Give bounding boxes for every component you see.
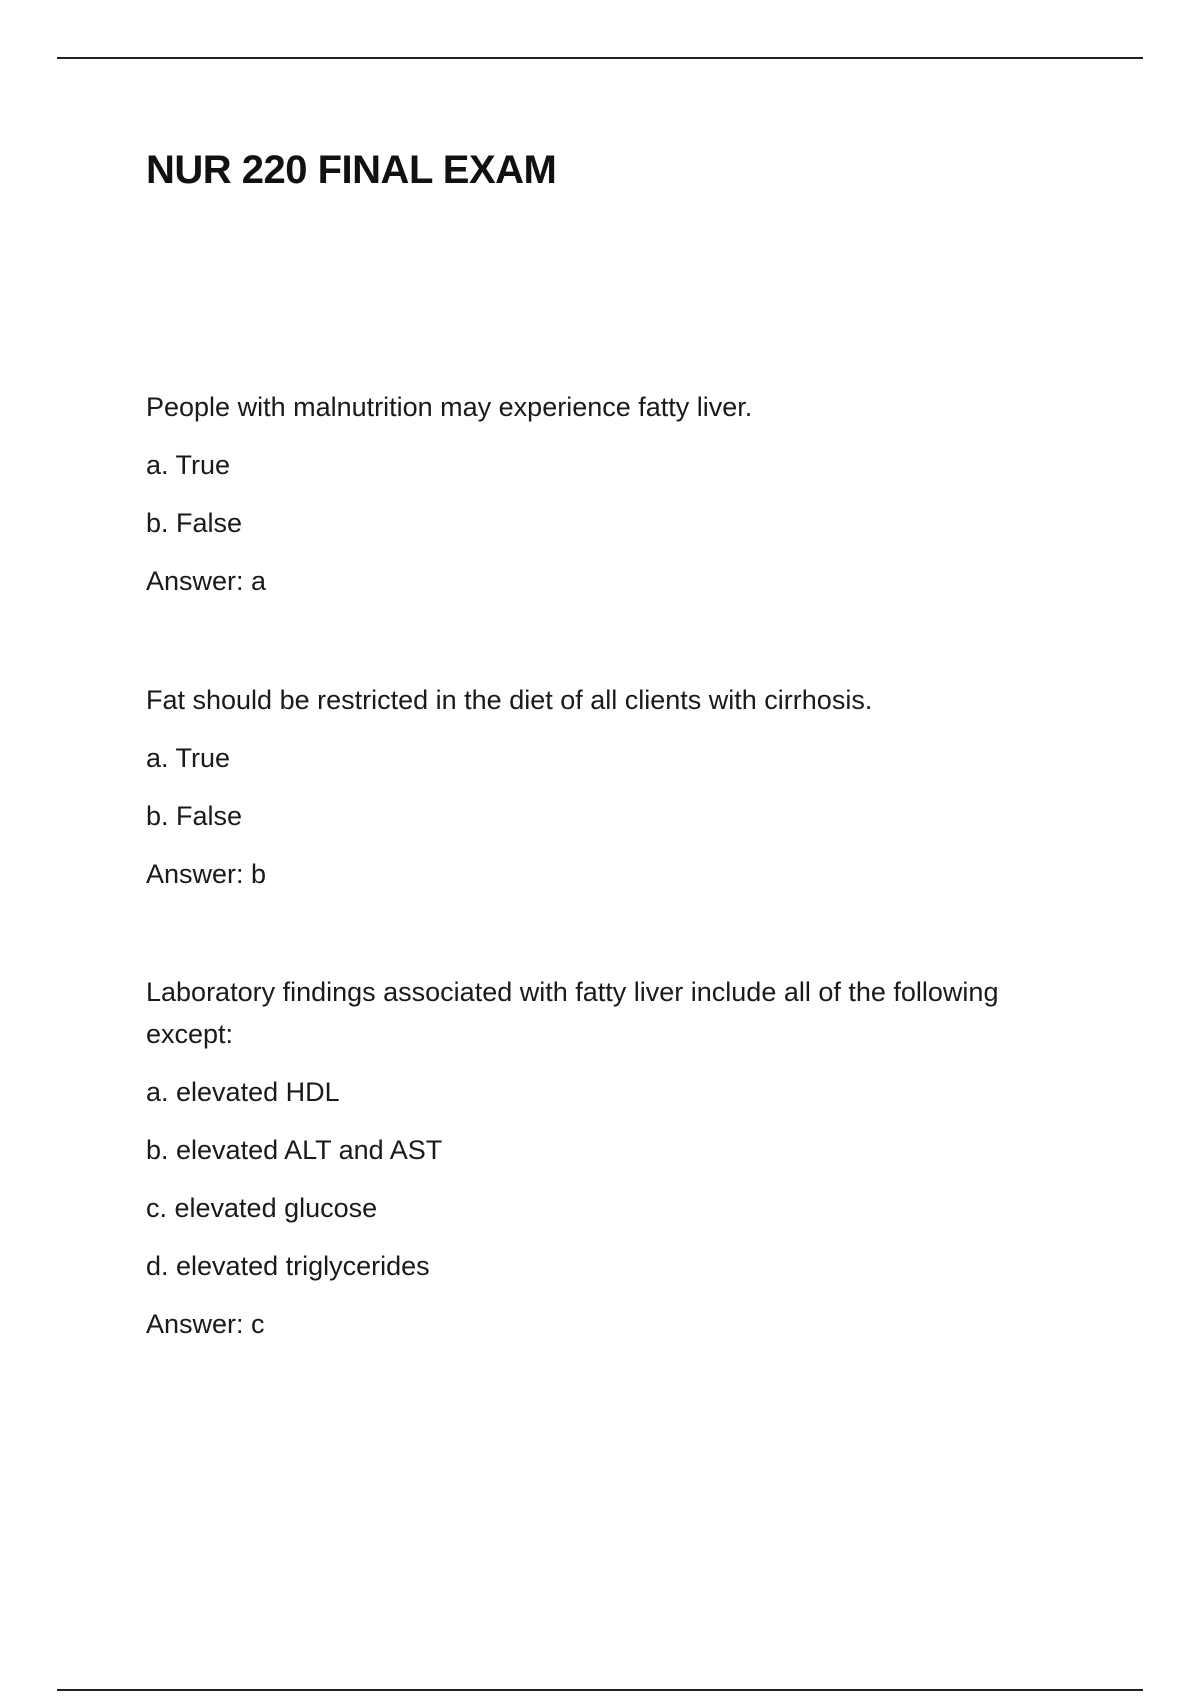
bottom-rule [57, 1689, 1143, 1691]
answer-key: Answer: a [146, 566, 267, 596]
answer-option: b. elevated ALT and AST [146, 1135, 443, 1165]
answer-option: b. False [146, 801, 243, 831]
answer-option: d. elevated triglycerides [146, 1251, 430, 1281]
answer-option: a. elevated HDL [146, 1077, 340, 1107]
page-title: NUR 220 FINAL EXAM [146, 148, 557, 192]
top-rule [57, 57, 1143, 59]
question-block [146, 971, 1006, 1361]
question-text: People with malnutrition may experience fatty liver. [146, 392, 753, 422]
answer-option: a. True [146, 450, 231, 480]
answer-option: c. elevated glucose [146, 1193, 378, 1223]
answer-key: Answer: c [146, 1309, 265, 1339]
answer-option: a. True [146, 743, 231, 773]
question-block [146, 679, 1006, 911]
answer-key: Answer: b [146, 859, 267, 889]
answer-option: b. False [146, 508, 243, 538]
question-block [146, 386, 1006, 618]
question-text: Fat should be restricted in the diet of all clients with cirrhosis. [146, 685, 873, 715]
question-text: Laboratory findings associated with fatty liver include all of the following except: [146, 977, 999, 1049]
